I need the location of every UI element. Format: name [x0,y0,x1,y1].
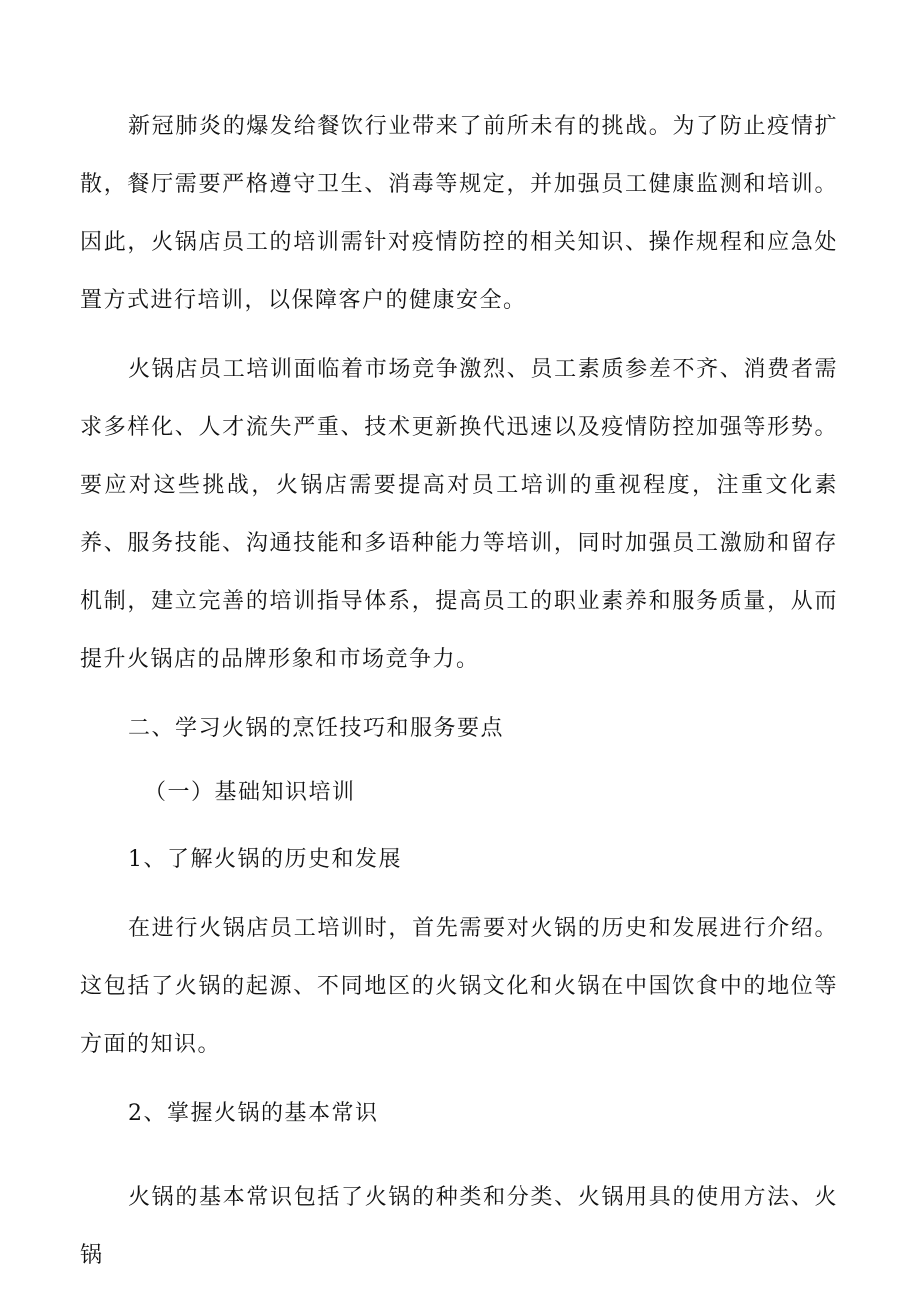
section-heading: 二、学习火锅的烹饪技巧和服务要点 [128,716,505,741]
paragraph-history: 在进行火锅店员工培训时，首先需要对火锅的历史和发展进行介绍。这包括了火锅的起源、不同地区的火锅文化和火锅在中国饮食中的地位等方面的知识。 [80,916,838,1057]
paragraph-training-situation: 火锅店员工培训面临着市场竞争激烈、员工素质参差不齐、消费者需求多样化、人才流失严重、技术更新换代迅速以及疫情防控加强等形势。要应对这些挑战，火锅店需要提高对员工培训的重视程度，注重文化素养、服务技能、沟通技能和多语种能力等培训，同时加强员工激励和留存机制，建立完善的培训指导体系，提高员工的职业素养和服务质量，从而提升火锅店的品牌形象和市场竞争力。 [80,357,838,672]
paragraph-basics: 火锅的基本常识包括了火锅的种类和分类、火锅用具的使用方法、火锅 [80,1185,838,1268]
document-page [80,98,838,1285]
item-heading-basics: 2、掌握火锅的基本常识 [128,1101,379,1126]
item-heading-history: 1、了解火锅的历史和发展 [128,847,402,872]
paragraph-epidemic-challenge: 新冠肺炎的爆发给餐饮行业带来了前所未有的挑战。为了防止疫情扩散，餐厅需要严格遵守卫生、消毒等规定，并加强员工健康监测和培训。因此，火锅店员工的培训需针对疫情防控的相关知识、操作规程和应急处置方式进行培训，以保障客户的健康安全。 [80,114,838,313]
subsection-heading: （一）基础知识培训 [144,780,356,805]
